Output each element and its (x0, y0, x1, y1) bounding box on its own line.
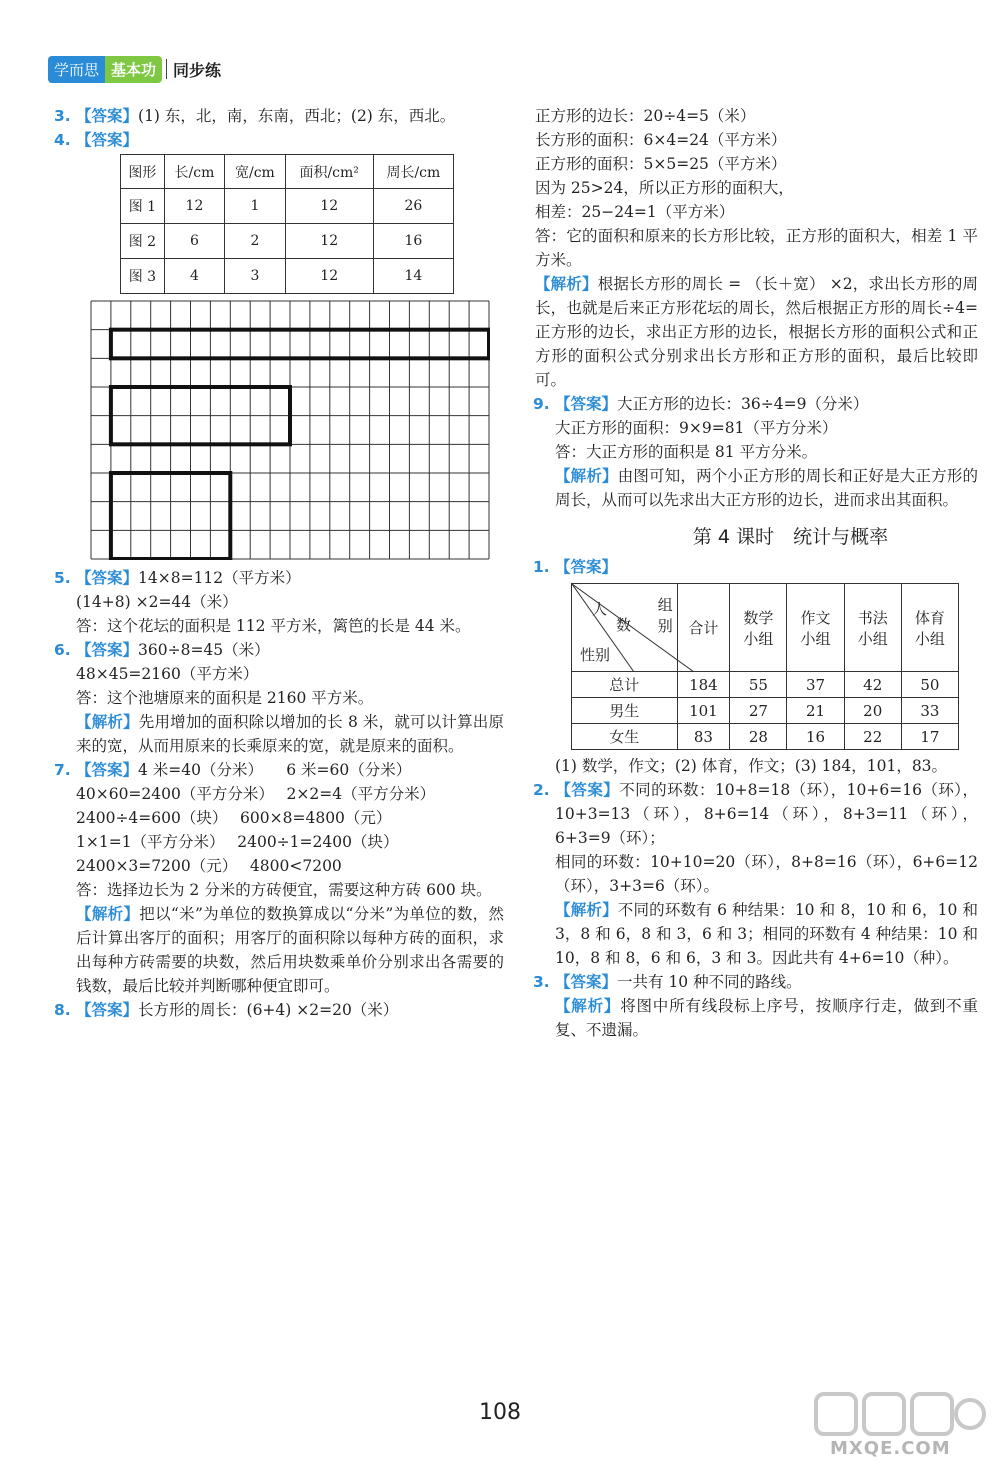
analysis-text: 将图中所有线段标上序号，按顺序行走，做到不重复、不遗漏。 (555, 997, 978, 1039)
table-header-cell: 宽/cm (225, 155, 285, 189)
table-header-cell: 作文小组 (787, 584, 844, 672)
table-cell: 2 (225, 224, 285, 259)
table-cell: 12 (285, 259, 373, 294)
corner-label-gender: 性别 (580, 646, 611, 664)
table-cell: 55 (730, 672, 787, 698)
table-cell: 图 1 (121, 189, 165, 224)
table-cell: 12 (285, 189, 373, 224)
table-cell: 男生 (572, 698, 678, 724)
table-header-cell: 周长/cm (373, 155, 453, 189)
table-row (121, 189, 454, 224)
answer-3 (54, 104, 504, 128)
answer-tag: 【答案】 (555, 781, 620, 799)
table-row (121, 259, 454, 294)
table-header-cell: 合计 (677, 584, 730, 672)
answer-line: 答：这个池塘原来的面积是 2160 平方米。 (76, 689, 374, 707)
answer-tag: 【答案】 (76, 641, 139, 659)
table-cell: 33 (901, 698, 958, 724)
answer-line: 14×8=112（平方米） (138, 569, 301, 587)
analysis-2 (533, 898, 978, 970)
area-grid-figure (90, 300, 490, 560)
table-cell: 14 (373, 259, 453, 294)
header-divider (166, 59, 167, 79)
answer-tag: 【答案】 (76, 131, 139, 149)
table-cell: 12 (285, 224, 373, 259)
answer-line: 不同的环数：10+8=18（环），10+6=16（环），10+3=13（环），8+6=14（环），8+3=11（环），6+3=9（环）； (555, 781, 978, 847)
question-number: 8. (54, 1001, 71, 1019)
answer-8 (54, 998, 504, 1022)
table-row (121, 224, 454, 259)
table-cell: 22 (844, 724, 901, 750)
analysis-text: 先用增加的面积除以增加的长 8 米，就可以计算出原来的宽，从而用原来的长乘原来的宽，就是原来的面积。 (76, 713, 504, 755)
answer-tag: 【答案】 (76, 569, 139, 587)
table-cell: 16 (787, 724, 844, 750)
answer-tag: 【答案】 (555, 558, 618, 576)
answer-line: 答：大正方形的面积是 81 平方分米。 (555, 443, 818, 461)
analysis-text: 把以“米”为单位的数换算成以“分米”为单位的数，然后计算出客厅的面积；用客厅的面积除以每种方砖的面积，求出每种方砖需要的块数，然后用块数乘单价分别求出各需要的钱数，最后比较并判断哪种便宜即可。 (76, 905, 504, 995)
answer-1 (533, 555, 978, 579)
answer-line: 48×45=2160（平方米） (76, 665, 259, 683)
answer-tag: 【答案】 (555, 395, 618, 413)
corner-label-people: 人 (592, 600, 608, 618)
table-cell: 16 (373, 224, 453, 259)
answer-line: 相差：25−24=1（平方米） (535, 203, 735, 221)
table-header-cell: 书法小组 (844, 584, 901, 672)
table-row (572, 724, 959, 750)
table-cell: 3 (225, 259, 285, 294)
answer-3b (533, 970, 978, 994)
answer-line: 答：这个花坛的面积是 112 平方米，篱笆的长是 44 米。 (76, 617, 471, 635)
answer-2 (533, 778, 978, 850)
table-cell: 50 (901, 672, 958, 698)
analysis-tag: 【解析】 (76, 905, 140, 923)
table-cell: 17 (901, 724, 958, 750)
question-number: 6. (54, 641, 71, 659)
answer-line: 4 米=40（分米） 6 米=60（分米） (138, 761, 412, 779)
table-corner-cell (572, 584, 678, 672)
table-cell: 83 (677, 724, 730, 750)
table-cell: 21 (787, 698, 844, 724)
table-cell: 27 (730, 698, 787, 724)
answer-line: (14+8) ×2=44（米） (76, 593, 238, 611)
answer-line: 大正方形的边长：36÷4=9（分米） (617, 395, 869, 413)
page-number: 108 (479, 1400, 521, 1425)
table-header-cell: 数学小组 (730, 584, 787, 672)
brand-logo-b: 基本功 (105, 56, 162, 83)
brand-logo-a: 学而思 (48, 56, 105, 83)
analysis-7 (54, 902, 504, 998)
analysis-tag: 【解析】 (555, 997, 621, 1015)
left-column (54, 104, 504, 1022)
answer-line: 一共有 10 种不同的路线。 (617, 973, 802, 991)
analysis-3b (533, 994, 978, 1042)
analysis-tag: 【解析】 (555, 901, 618, 919)
table-cell: 42 (844, 672, 901, 698)
stats-table (571, 583, 959, 750)
answer-text: (1) 东，北，南，东南，西北；(2) 东，西北。 (138, 107, 456, 125)
table-cell: 28 (730, 724, 787, 750)
question-number: 9. (533, 395, 550, 413)
analysis-text: 根据长方形的周长 = （长＋宽） ×2，求出长方形的周长，也就是后来正方形花坛的周长，然后根据正方形的周长÷4=正方形的边长，求出正方形的边长，根据长方形的面积公式和正方形的面积公式分别求出长方形和正方形的面积，最后比较即可。 (535, 275, 978, 389)
table-cell: 女生 (572, 724, 678, 750)
answer-line: 正方形的面积：5×5=25（平方米） (535, 155, 787, 173)
answer-line: 因为 25>24，所以正方形的面积大， (535, 179, 794, 197)
analysis-text: 不同的环数有 6 种结果：10 和 8，10 和 6，10 和 3，8 和 6，8 和 3，6 和 3；相同的环数有 4 种结果：10 和 10，8 和 8，6 和 6，3 和 3。因此共有 4+6=10（种）。 (555, 901, 978, 967)
analysis-text: 由图可知，两个小正方形的周长和正好是大正方形的周长，从而可以先求出大正方形的边长，进而求出其面积。 (555, 467, 978, 509)
answer-line: 答：选择边长为 2 分米的方砖便宜，需要这种方砖 600 块。 (76, 881, 492, 899)
question-number: 1. (533, 558, 550, 576)
table-header-cell: 面积/cm² (285, 155, 373, 189)
table-cell: 20 (844, 698, 901, 724)
question-number: 4. (54, 131, 71, 149)
answer-line: 360÷8=45（米） (138, 641, 270, 659)
analysis-tag: 【解析】 (555, 467, 618, 485)
table-header-cell: 图形 (121, 155, 165, 189)
table-row (572, 698, 959, 724)
question-number: 3. (533, 973, 550, 991)
answer-tag: 【答案】 (76, 1001, 139, 1019)
answer-line: 相同的环数：10+10=20（环），8+8=16（环），6+6=12（环），3+3=6（环）。 (555, 853, 978, 895)
answer-6 (54, 638, 504, 662)
table-header-cell: 体育小组 (901, 584, 958, 672)
answer-line: 长方形的周长：(6+4) ×2=20（米） (138, 1001, 399, 1019)
analysis-tag: 【解析】 (76, 713, 139, 731)
right-column (533, 104, 978, 1042)
table-cell: 总计 (572, 672, 678, 698)
answer-tag: 【答案】 (555, 973, 618, 991)
analysis-9 (533, 464, 978, 512)
lesson-title (533, 522, 978, 549)
page-header (48, 54, 221, 84)
lesson-number: 第 4 课时 (692, 526, 775, 548)
question-number: 7. (54, 761, 71, 779)
table-cell: 图 3 (121, 259, 165, 294)
shape-rectangle-1 (111, 330, 489, 359)
table-cell: 184 (677, 672, 730, 698)
table-row (572, 672, 959, 698)
answer-9 (533, 392, 978, 416)
answer-line: 40×60=2400（平方分米） 2×2=4（平方分米） (76, 785, 436, 803)
corner-label-group: 组别 (657, 596, 673, 635)
answer-line: 大正方形的面积：9×9=81（平方分米） (555, 419, 838, 437)
question-number: 3. (54, 107, 71, 125)
table-header-cell: 长/cm (164, 155, 224, 189)
table-cell: 1 (225, 189, 285, 224)
analysis-8 (533, 272, 978, 392)
analysis-6 (54, 710, 504, 758)
answer-4 (54, 128, 504, 152)
answer-line: 长方形的面积：6×4=24（平方米） (535, 131, 787, 149)
table-cell: 101 (677, 698, 730, 724)
question-number: 2. (533, 781, 550, 799)
answer-line: 1×1=1（平方分米） 2400÷1=2400（块） (76, 833, 399, 851)
series-title: 同步练 (173, 60, 222, 80)
table-cell: 12 (164, 189, 224, 224)
analysis-tag: 【解析】 (535, 275, 598, 293)
question-number: 5. (54, 569, 71, 587)
answer-tag: 【答案】 (76, 107, 139, 125)
table-cell: 26 (373, 189, 453, 224)
answer-line: (1) 数学，作文；(2) 体育，作文；(3) 184，101，83。 (555, 757, 948, 775)
lesson-name: 统计与概率 (793, 526, 889, 548)
answer-line: 正方形的边长：20÷4=5（米） (535, 107, 756, 125)
answer-5 (54, 566, 504, 590)
table-cell: 4 (164, 259, 224, 294)
table-cell: 6 (164, 224, 224, 259)
answer-line: 答：它的面积和原来的长方形比较，正方形的面积大，相差 1 平方米。 (535, 227, 978, 269)
corner-label-count: 数 (616, 616, 632, 634)
answer-line: 2400×3=7200（元） 4800<7200 (76, 857, 342, 875)
table-cell: 图 2 (121, 224, 165, 259)
watermark-text: MXQE.COM (830, 1438, 951, 1459)
answer-line: 2400÷4=600（块） 600×8=4800（元） (76, 809, 392, 827)
table-cell: 37 (787, 672, 844, 698)
answer-tag: 【答案】 (76, 761, 139, 779)
answer-7 (54, 758, 504, 782)
shape-table (120, 154, 454, 294)
